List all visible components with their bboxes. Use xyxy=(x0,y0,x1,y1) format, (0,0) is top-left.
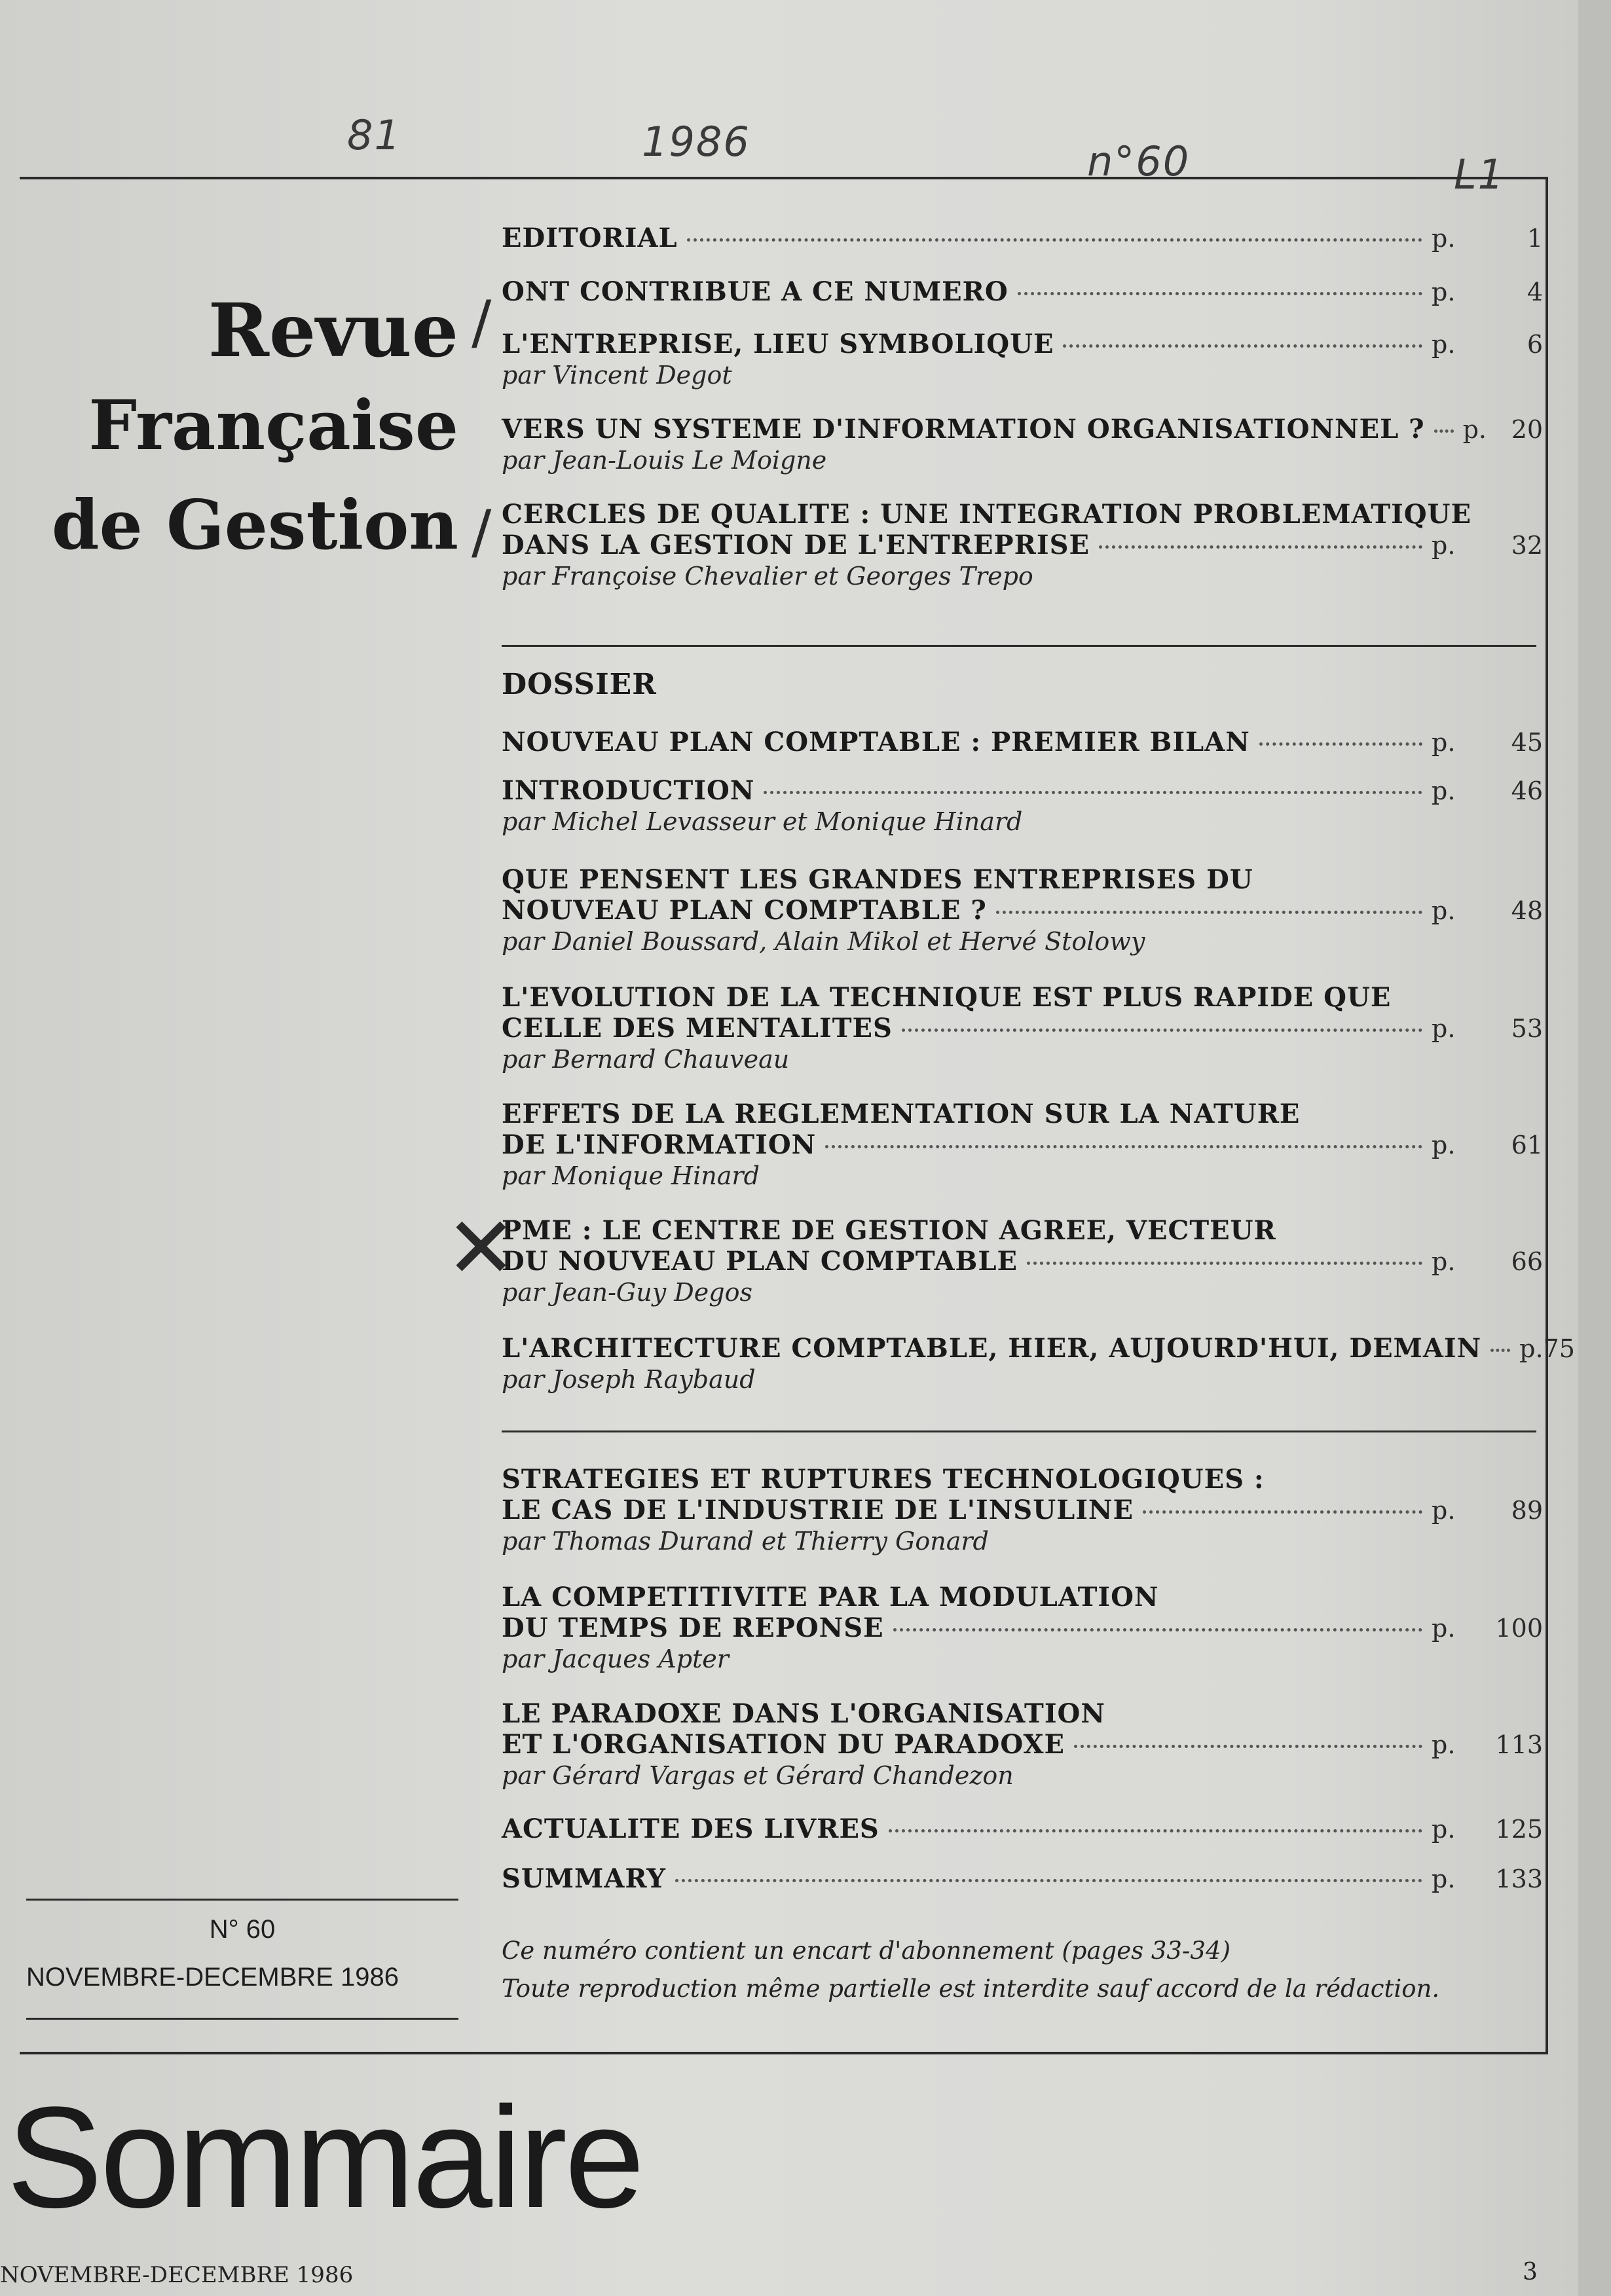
toc-entry[interactable] xyxy=(502,1863,1543,1894)
toc-title-line: PME : LE CENTRE DE GESTION AGREE, VECTEUR xyxy=(502,1215,1276,1246)
pen-mark-slash: / xyxy=(472,498,492,566)
toc-title: VERS UN SYSTEME D'INFORMATION ORGANISATIONNEL ? xyxy=(502,414,1425,445)
toc-author: par Jean-Guy Degos xyxy=(502,1278,752,1307)
leader-dots xyxy=(1143,1510,1422,1514)
handwritten-note-d: L1 xyxy=(1454,151,1505,198)
toc-title-line: LE PARADOXE DANS L'ORGANISATION xyxy=(502,1698,1105,1729)
toc-entry[interactable] xyxy=(502,775,1543,836)
sommaire-heading: Sommaire xyxy=(7,2077,642,2238)
toc-entry[interactable] xyxy=(502,982,1543,1074)
toc-page-ref: p. 75 xyxy=(1519,1334,1575,1363)
copyright-note: Toute reproduction même partielle est interdite sauf accord de la rédaction. xyxy=(502,1975,1440,2003)
leader-dots xyxy=(1434,429,1454,433)
toc-entry[interactable] xyxy=(502,1582,1543,1673)
toc-author: par Daniel Boussard, Alain Mikol et Hervé Stolowy xyxy=(502,927,1145,956)
leader-dots xyxy=(675,1879,1422,1882)
leader-dots xyxy=(889,1829,1422,1832)
masthead-line-1: Revue xyxy=(208,288,458,374)
toc-entry[interactable] xyxy=(502,1333,1575,1394)
leader-dots xyxy=(902,1029,1422,1032)
handwritten-note-b: 1986 xyxy=(642,118,750,166)
footer-date: NOVEMBRE-DECEMBRE 1986 xyxy=(0,2262,354,2288)
issue-date: NOVEMBRE-DECEMBRE 1986 xyxy=(26,1963,399,1992)
toc-author: par Gérard Vargas et Gérard Chandezon xyxy=(502,1761,1014,1790)
leader-dots xyxy=(825,1145,1422,1148)
toc-title: L'ARCHITECTURE COMPTABLE, HIER, AUJOURD'HUI, DEMAIN xyxy=(502,1333,1482,1364)
toc-title: L'ENTREPRISE, LIEU SYMBOLIQUE xyxy=(502,329,1054,359)
toc-page-ref: p. 46 xyxy=(1432,776,1543,805)
pen-mark-slash: / xyxy=(472,288,492,357)
toc-page-ref: p. 113 xyxy=(1432,1730,1543,1759)
toc-page-ref: p. 20 xyxy=(1462,415,1543,444)
toc-author: par Monique Hinard xyxy=(502,1161,760,1190)
toc-page-ref: p. 61 xyxy=(1432,1131,1543,1159)
toc-page-ref: p. 89 xyxy=(1432,1496,1543,1525)
toc-title: NOUVEAU PLAN COMPTABLE : PREMIER BILAN xyxy=(502,727,1250,757)
leader-dots xyxy=(1074,1745,1422,1748)
toc-page-ref: p. 66 xyxy=(1432,1247,1543,1276)
toc-entry[interactable] xyxy=(502,1813,1543,1844)
toc-page-ref: p. 100 xyxy=(1432,1614,1543,1643)
page-number: 3 xyxy=(1523,2259,1538,2286)
leader-dots xyxy=(1018,292,1422,295)
handwritten-note-a: 81 xyxy=(347,111,401,159)
leader-dots xyxy=(764,791,1422,794)
toc-title-line: LA COMPETITIVITE PAR LA MODULATION xyxy=(502,1582,1159,1613)
toc-title: INTRODUCTION xyxy=(502,775,755,806)
toc-title-line: CERCLES DE QUALITE : UNE INTEGRATION PROBLEMATIQUE xyxy=(502,499,1472,530)
toc-author: par Jean-Louis Le Moigne xyxy=(502,446,827,475)
toc-author: par Jacques Apter xyxy=(502,1645,729,1673)
toc-entry[interactable] xyxy=(502,1215,1543,1307)
leader-dots xyxy=(1063,344,1422,348)
issue-divider xyxy=(26,2018,458,2020)
toc-page-ref: p. 53 xyxy=(1432,1014,1543,1043)
toc-page-ref: p. 6 xyxy=(1432,330,1543,359)
toc-author: par Bernard Chauveau xyxy=(502,1045,790,1074)
toc-entry[interactable] xyxy=(502,276,1543,307)
leader-dots xyxy=(1027,1262,1422,1265)
toc-page-ref: p. 1 xyxy=(1432,224,1543,253)
toc-page-ref: p. 133 xyxy=(1432,1865,1543,1893)
toc-title: LE CAS DE L'INDUSTRIE DE L'INSULINE xyxy=(502,1495,1134,1525)
pen-mark-cross: ✕ xyxy=(445,1198,517,1298)
dossier-heading: DOSSIER xyxy=(502,668,657,701)
toc-entry[interactable] xyxy=(502,223,1543,253)
toc-page-ref: p. 125 xyxy=(1432,1815,1543,1844)
page-spine-edge xyxy=(1578,0,1611,2296)
toc-author: par Michel Levasseur et Monique Hinard xyxy=(502,807,1023,836)
toc-title-line: QUE PENSENT LES GRANDES ENTREPRISES DU xyxy=(502,864,1253,895)
toc-title-line: STRATEGIES ET RUPTURES TECHNOLOGIQUES : xyxy=(502,1464,1265,1495)
toc-entry[interactable] xyxy=(502,864,1543,956)
toc-entry[interactable] xyxy=(502,329,1543,390)
section-divider xyxy=(502,645,1536,647)
toc-author: par Joseph Raybaud xyxy=(502,1365,756,1394)
toc-entry[interactable] xyxy=(502,499,1543,591)
leader-dots xyxy=(996,911,1422,914)
leader-dots xyxy=(687,238,1422,242)
toc-author: par Vincent Degot xyxy=(502,361,732,390)
toc-page-ref: p. 4 xyxy=(1432,278,1543,306)
toc-entry[interactable] xyxy=(502,1464,1543,1556)
toc-title: DE L'INFORMATION xyxy=(502,1129,817,1160)
toc-title: DANS LA GESTION DE L'ENTREPRISE xyxy=(502,530,1090,560)
issue-divider xyxy=(26,1899,458,1901)
masthead-line-2: Française xyxy=(88,385,458,465)
toc-entry[interactable] xyxy=(502,1698,1543,1790)
toc-title-line: EFFETS DE LA REGLEMENTATION SUR LA NATURE xyxy=(502,1099,1301,1129)
toc-title: DU TEMPS DE REPONSE xyxy=(502,1613,884,1643)
toc-page-ref: p. 45 xyxy=(1432,728,1543,757)
toc-title: EDITORIAL xyxy=(502,223,678,253)
toc-title: SUMMARY xyxy=(502,1863,666,1894)
toc-author: par Thomas Durand et Thierry Gonard xyxy=(502,1527,989,1556)
toc-entry[interactable] xyxy=(502,1099,1543,1190)
toc-entry[interactable] xyxy=(502,414,1543,475)
masthead-line-3: de Gestion xyxy=(51,484,458,565)
toc-title: ET L'ORGANISATION DU PARADOXE xyxy=(502,1729,1065,1760)
section-divider xyxy=(502,1430,1536,1432)
toc-page-ref: p. 48 xyxy=(1432,896,1543,925)
toc-author: par Françoise Chevalier et Georges Trepo xyxy=(502,562,1033,591)
leader-dots xyxy=(893,1628,1422,1631)
toc-title: CELLE DES MENTALITES xyxy=(502,1013,893,1044)
toc-title: ONT CONTRIBUE A CE NUMERO xyxy=(502,276,1009,307)
toc-title: ACTUALITE DES LIVRES xyxy=(502,1813,880,1844)
toc-page-ref: p. 32 xyxy=(1432,531,1543,560)
handwritten-note-c: n°60 xyxy=(1087,137,1191,185)
toc-entry[interactable] xyxy=(502,727,1543,757)
subscription-note: Ce numéro contient un encart d'abonnement (pages 33-34) xyxy=(502,1937,1231,1965)
toc-title: NOUVEAU PLAN COMPTABLE ? xyxy=(502,895,987,926)
leader-dots xyxy=(1259,742,1422,746)
toc-title: DU NOUVEAU PLAN COMPTABLE xyxy=(502,1246,1018,1277)
leader-dots xyxy=(1491,1349,1510,1352)
toc-title-line: L'EVOLUTION DE LA TECHNIQUE EST PLUS RAPIDE QUE xyxy=(502,982,1392,1013)
leader-dots xyxy=(1099,545,1422,549)
issue-number: N° 60 xyxy=(209,1915,276,1944)
